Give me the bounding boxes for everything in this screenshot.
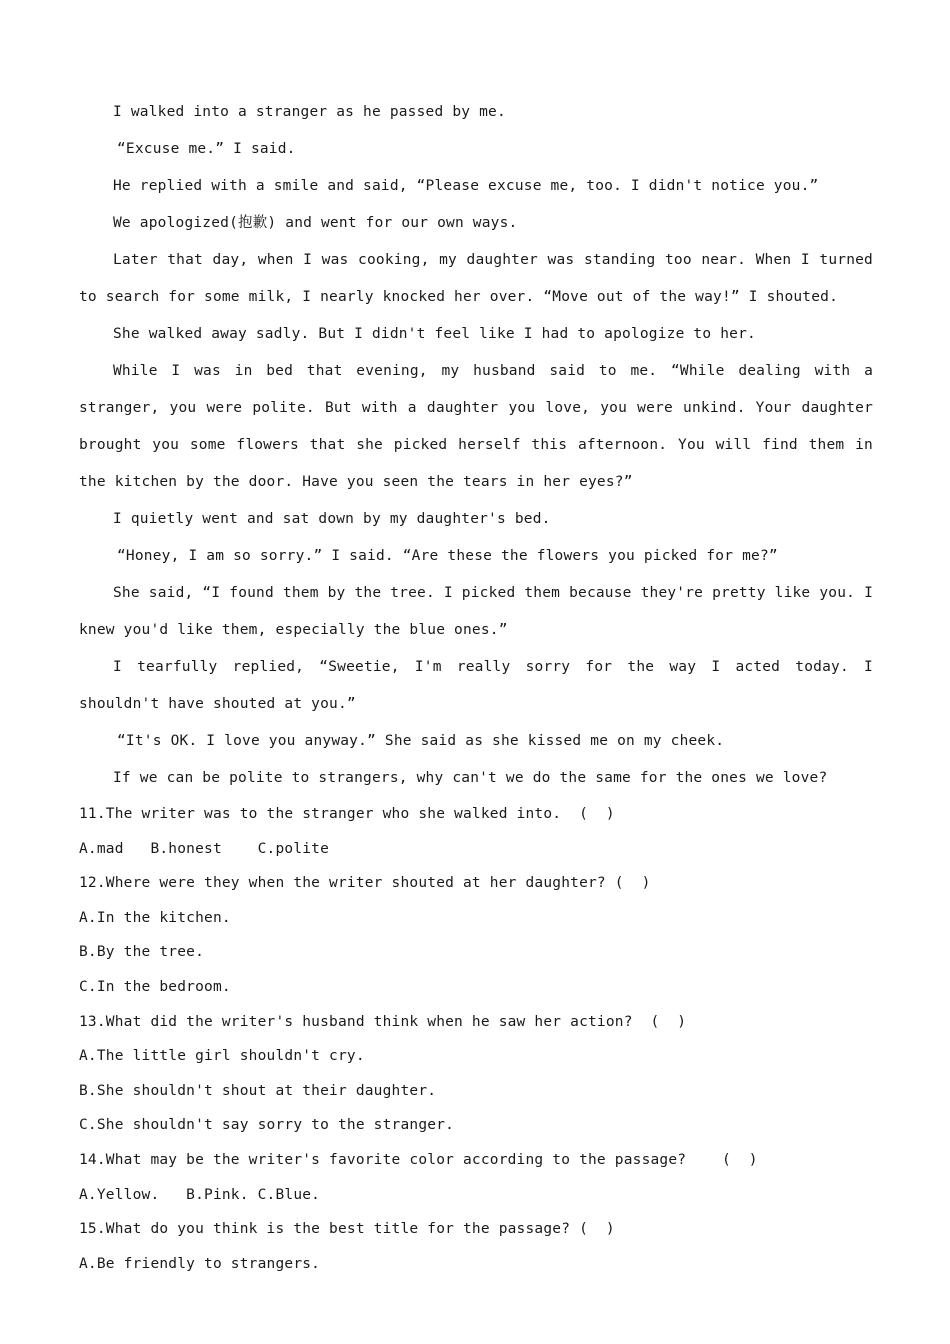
answer-option: B.By the tree. (79, 944, 205, 961)
passage-paragraph: If we can be polite to strangers, why can't we do the same for the ones we love? (113, 770, 828, 786)
answer-option: A.Be friendly to strangers. (79, 1255, 321, 1272)
questions-section (79, 797, 873, 1281)
question-stem: 15.What do you think is the best title for the passage? ( ) (79, 1221, 615, 1238)
passage-paragraph: I tearfully replied, “Sweetie, I'm really sorry for the way I acted today. I shouldn't have shouted at you.” (79, 659, 873, 712)
passage-paragraph: I walked into a stranger as he passed by me. (113, 104, 506, 120)
passage-paragraph: I quietly went and sat down by my daughter's bed. (113, 511, 551, 527)
answer-option: C.She shouldn't say sorry to the stranger. (79, 1117, 455, 1134)
answer-option: C.In the bedroom. (79, 978, 231, 995)
worksheet-page (79, 94, 873, 1281)
question-14 (79, 1143, 873, 1212)
question-stem: 13.What did the writer's husband think when he saw her action? ( ) (79, 1013, 687, 1030)
passage-paragraph: We apologized(抱歉) and went for our own ways. (113, 215, 518, 231)
passage-paragraph: “Excuse me.” I said. (117, 141, 296, 157)
answer-option: B.She shouldn't shout at their daughter. (79, 1082, 437, 1099)
question-stem: 14.What may be the writer's favorite color according to the passage? ( ) (79, 1151, 758, 1168)
answer-option: A.The little girl shouldn't cry. (79, 1048, 365, 1065)
passage-paragraph: She walked away sadly. But I didn't feel like I had to apologize to her. (113, 326, 756, 342)
reading-passage (79, 94, 873, 797)
answer-options: A.Yellow. B.Pink. C.Blue. (79, 1186, 321, 1203)
question-15 (79, 1212, 873, 1281)
question-12 (79, 866, 873, 1004)
passage-paragraph: While I was in bed that evening, my husband said to me. “While dealing with a stranger, you were polite. But with a daughter you love, you were unkind. Your daughter brought you some flowers that she picked herself this afternoon. You will find them in the kitchen by the door. Have you seen the tears in her eyes?” (79, 363, 873, 490)
question-stem: 12.Where were they when the writer shouted at her daughter? ( ) (79, 875, 651, 892)
passage-paragraph: “Honey, I am so sorry.” I said. “Are these the flowers you picked for me?” (117, 548, 778, 564)
question-11 (79, 797, 873, 866)
passage-paragraph: “It's OK. I love you anyway.” She said as she kissed me on my cheek. (117, 733, 725, 749)
answer-option: A.In the kitchen. (79, 909, 231, 926)
passage-paragraph: Later that day, when I was cooking, my daughter was standing too near. When I turned to search for some milk, I nearly knocked her over. “Move out of the way!” I shouted. (79, 252, 873, 305)
question-stem: 11.The writer was to the stranger who she walked into. ( ) (79, 806, 615, 822)
passage-paragraph: She said, “I found them by the tree. I picked them because they're pretty like you. I knew you'd like them, especially the blue ones.” (79, 585, 873, 638)
passage-paragraph: He replied with a smile and said, “Please excuse me, too. I didn't notice you.” (113, 178, 819, 194)
answer-options: A.mad B.honest C.polite (79, 840, 330, 857)
question-13 (79, 1005, 873, 1143)
